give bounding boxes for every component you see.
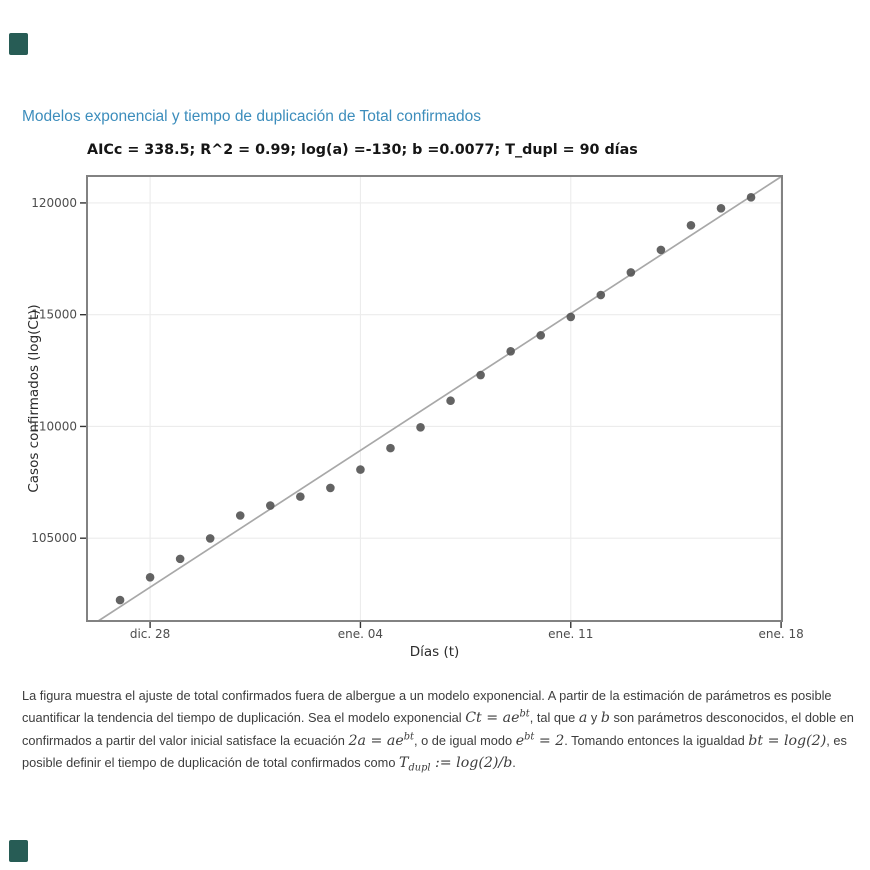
scatter-point <box>116 596 125 605</box>
caption-math: b <box>600 710 610 727</box>
caption-math: e <box>515 732 525 749</box>
scatter-point <box>296 492 305 501</box>
y-axis-label: Casos confirmados (log(Ct)) <box>26 304 42 493</box>
scatter-point <box>506 347 515 356</box>
x-axis-label: Días (t) <box>409 644 460 660</box>
caption-text: son parámetros desconocidos, el doble en confirmados a partir del valor inicial satisface la ecuación <box>22 710 854 748</box>
chart-title: AICc = 338.5; R^2 = 0.99; log(a) =-130; b =0.0077; T_dupl = 90 días <box>87 142 638 158</box>
scatter-point <box>566 313 575 322</box>
fit-line <box>98 176 782 621</box>
section-heading: Modelos exponencial y tiempo de duplicación de Total confirmados <box>22 108 481 125</box>
caption-text: , es posible definir el tiempo de duplicación de total confirmados como <box>22 732 847 771</box>
scatter-point <box>446 396 455 405</box>
panel-border <box>87 176 782 621</box>
x-tick-label: ene. 04 <box>337 627 384 641</box>
caption-text: y <box>587 710 601 726</box>
caption-math: 2a = ae <box>348 732 404 749</box>
scatter-point <box>476 371 485 380</box>
caption-text: , tal que <box>529 710 579 726</box>
navbar-edge-fragment-bottom[interactable] <box>9 840 28 862</box>
scatter-point <box>747 193 756 202</box>
y-tick-label: 110000 <box>31 419 77 434</box>
caption-math: a <box>578 710 588 727</box>
scatter-point <box>236 511 245 520</box>
x-tick-label: dic. 28 <box>129 627 171 641</box>
scatter-point <box>687 221 696 230</box>
caption-math: = 2 <box>534 732 565 749</box>
figure-caption <box>22 685 854 775</box>
caption-math-sub: dupl <box>408 762 431 774</box>
scatter-point <box>356 465 365 474</box>
scatter-point <box>146 573 155 582</box>
caption-text: . Tomando entonces la igualdad <box>564 732 749 748</box>
caption-math: Ct = ae <box>465 710 520 727</box>
caption-text: . <box>512 755 516 771</box>
x-tick-label: ene. 18 <box>758 627 804 641</box>
scatter-point <box>627 268 636 277</box>
y-tick-label: 120000 <box>31 195 77 210</box>
scatter-point <box>206 534 215 543</box>
scatter-point <box>326 484 335 493</box>
scatter-point <box>597 291 606 300</box>
x-tick-label: ene. 11 <box>548 627 594 641</box>
scatter-point <box>536 331 545 340</box>
caption-math-sup: bt <box>403 731 414 743</box>
scatter-point <box>657 246 666 255</box>
scatter-point <box>176 555 185 564</box>
caption-text: La figura muestra el ajuste de total confirmados fuera de albergue a un modelo exponencial. A partir de la estimación de parámetros es posible cuantificar la tendencia del tiempo de duplicación. Sea el modelo exponencial <box>22 687 832 726</box>
caption-math: T <box>399 755 409 772</box>
caption-math-sup: bt <box>524 731 535 743</box>
caption-math: := log(2)/b <box>430 755 513 772</box>
caption-math-sup: bt <box>519 708 530 720</box>
caption-math: bt = log(2) <box>748 732 827 749</box>
scatter-point <box>416 423 425 432</box>
y-tick-label: 115000 <box>31 307 77 322</box>
caption-text: , o de igual modo <box>413 732 516 748</box>
scatter-point <box>266 501 275 510</box>
y-tick-label: 105000 <box>31 531 77 546</box>
scatter-point <box>386 444 395 453</box>
scatter-point <box>717 204 726 213</box>
